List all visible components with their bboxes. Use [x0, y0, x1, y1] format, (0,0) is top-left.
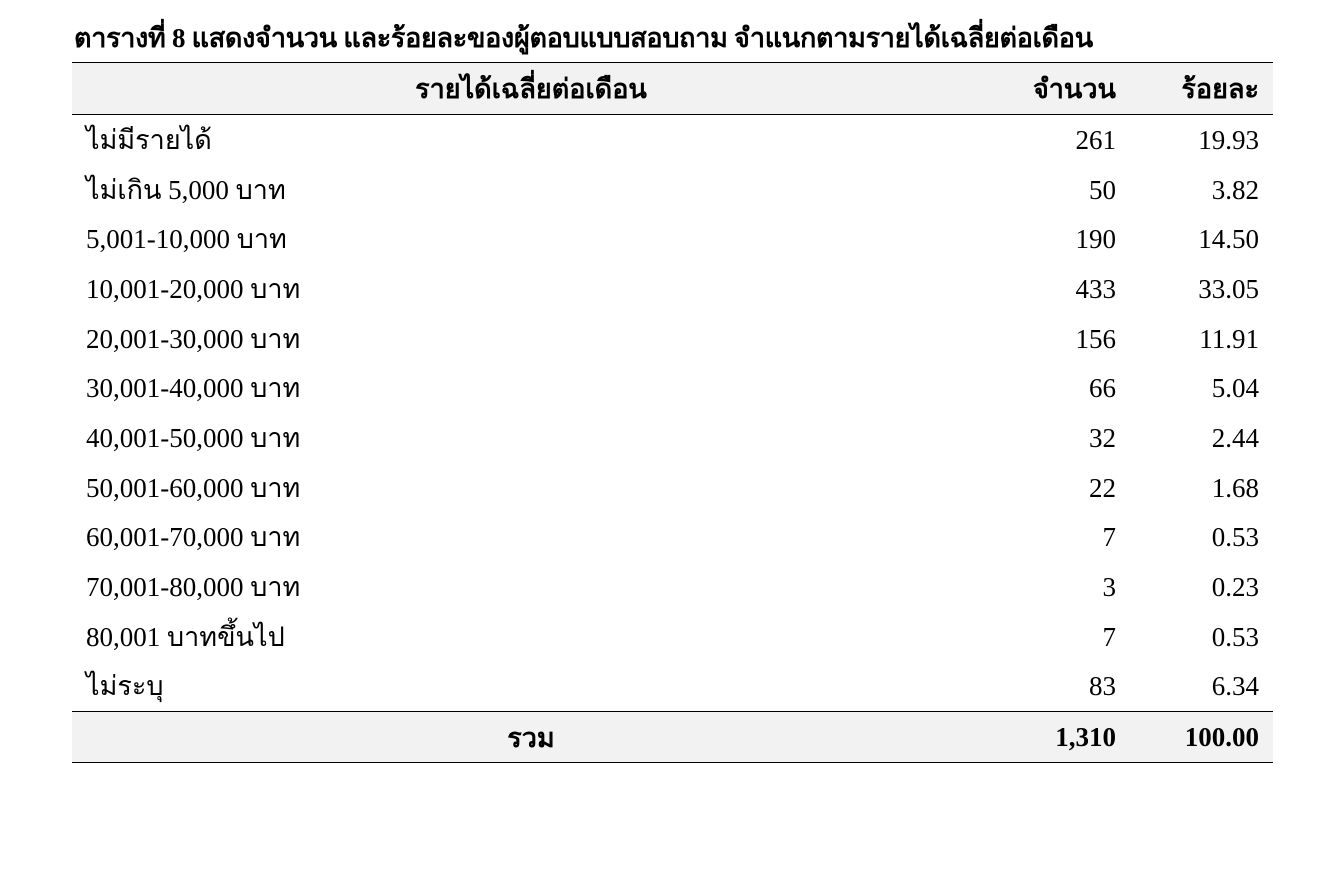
- header-income: รายได้เฉลี่ยต่อเดือน: [415, 74, 647, 104]
- count-cell: 3: [1102, 572, 1116, 603]
- income-range-cell: 10,001-20,000 บาท: [86, 273, 301, 304]
- percent-cell: 1.68: [1211, 472, 1259, 503]
- count-cell: 156: [1075, 323, 1116, 354]
- income-table-container: [72, 62, 1273, 763]
- header-row: [72, 63, 1273, 115]
- income-range-cell: ไม่มีรายได้: [86, 124, 212, 155]
- income-range-cell: 50,001-60,000 บาท: [86, 472, 301, 503]
- income-range-cell: 40,001-50,000 บาท: [86, 422, 301, 453]
- income-range-cell: 5,001-10,000 บาท: [86, 224, 287, 255]
- income-range-cell: 60,001-70,000 บาท: [86, 522, 301, 553]
- count-cell: 32: [1089, 422, 1116, 453]
- header-percent: ร้อยละ: [1181, 74, 1259, 104]
- income-table: [72, 62, 1273, 763]
- income-range-cell: 80,001 บาทขึ้นไป: [86, 621, 285, 652]
- table-row: [72, 115, 1273, 165]
- total-row: [72, 712, 1273, 763]
- table-row: [72, 612, 1273, 662]
- table-row: [72, 165, 1273, 215]
- count-cell: 7: [1102, 522, 1116, 553]
- count-cell: 261: [1075, 124, 1116, 155]
- income-range-cell: ไม่ระบุ: [86, 671, 164, 702]
- table-row: [72, 463, 1273, 513]
- table-row: [72, 513, 1273, 563]
- count-cell: 190: [1075, 224, 1116, 255]
- income-range-cell: ไม่เกิน 5,000 บาท: [86, 174, 286, 205]
- income-range-cell: 30,001-40,000 บาท: [86, 373, 301, 404]
- table-row: [72, 662, 1273, 712]
- table-header: [72, 63, 1273, 115]
- count-cell: 7: [1102, 621, 1116, 652]
- percent-cell: 0.23: [1211, 572, 1259, 603]
- income-range-cell: 20,001-30,000 บาท: [86, 323, 301, 354]
- header-count: จำนวน: [1032, 74, 1116, 104]
- count-cell: 50: [1089, 174, 1116, 205]
- percent-cell: 3.82: [1211, 174, 1259, 205]
- percent-cell: 5.04: [1211, 373, 1259, 404]
- table-row: [72, 562, 1273, 612]
- percent-cell: 0.53: [1211, 522, 1259, 553]
- percent-cell: 33.05: [1198, 273, 1259, 304]
- table-row: [72, 264, 1273, 314]
- count-cell: 433: [1075, 273, 1116, 304]
- percent-cell: 2.44: [1211, 422, 1259, 453]
- count-cell: 83: [1089, 671, 1116, 702]
- table-row: [72, 214, 1273, 264]
- count-cell: 66: [1089, 373, 1116, 404]
- percent-cell: 14.50: [1198, 224, 1259, 255]
- total-count: 1,310: [1055, 721, 1116, 752]
- count-cell: 22: [1089, 472, 1116, 503]
- table-row: [72, 363, 1273, 413]
- percent-cell: 6.34: [1211, 671, 1259, 702]
- total-label: รวม: [507, 722, 555, 753]
- table-caption: ตารางที่ 8 แสดงจำนวน และร้อยละของผู้ตอบแบบสอบถาม จำแนกตามรายได้เฉลี่ยต่อเดือน: [74, 23, 1093, 53]
- table-row: [72, 413, 1273, 463]
- percent-cell: 0.53: [1211, 621, 1259, 652]
- percent-cell: 19.93: [1198, 124, 1259, 155]
- percent-cell: 11.91: [1199, 323, 1259, 354]
- income-range-cell: 70,001-80,000 บาท: [86, 572, 301, 603]
- table-row: [72, 314, 1273, 364]
- table-body: [72, 115, 1273, 712]
- table-footer: [72, 712, 1273, 763]
- total-percent: 100.00: [1184, 721, 1259, 752]
